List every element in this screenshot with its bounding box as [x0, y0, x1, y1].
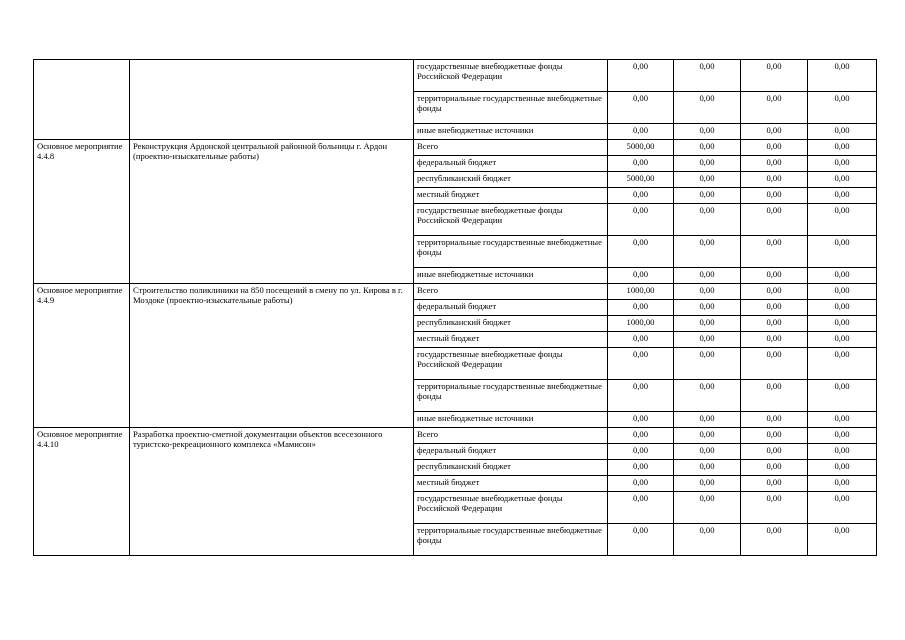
funding-source-cell: территориальные государственные внебюджетные фонды: [414, 380, 608, 412]
funding-source-cell: федеральный бюджет: [414, 300, 608, 316]
funding-source-cell: федеральный бюджет: [414, 444, 608, 460]
amount-cell: 0,00: [674, 460, 741, 476]
funding-source-cell: государственные внебюджетные фонды Российской Федерации: [414, 492, 608, 524]
amount-cell: 0,00: [674, 284, 741, 300]
amount-cell: 0,00: [808, 204, 877, 236]
amount-cell: 0,00: [608, 124, 674, 140]
amount-cell: 0,00: [741, 300, 808, 316]
amount-cell: 0,00: [741, 236, 808, 268]
amount-cell: 0,00: [808, 476, 877, 492]
amount-cell: 0,00: [674, 204, 741, 236]
amount-cell: 0,00: [608, 348, 674, 380]
amount-cell: 0,00: [741, 460, 808, 476]
amount-cell: 0,00: [608, 412, 674, 428]
amount-cell: 0,00: [808, 524, 877, 556]
amount-cell: 0,00: [741, 268, 808, 284]
amount-cell: 0,00: [741, 140, 808, 156]
amount-cell: 0,00: [808, 188, 877, 204]
amount-cell: 0,00: [674, 444, 741, 460]
amount-cell: 0,00: [674, 236, 741, 268]
amount-cell: 0,00: [808, 236, 877, 268]
amount-cell: 5000,00: [608, 140, 674, 156]
amount-cell: 0,00: [608, 92, 674, 124]
amount-cell: 0,00: [808, 156, 877, 172]
funding-source-cell: иные внебюджетные источники: [414, 412, 608, 428]
amount-cell: 0,00: [808, 92, 877, 124]
amount-cell: 0,00: [741, 124, 808, 140]
amount-cell: 0,00: [741, 92, 808, 124]
amount-cell: 0,00: [741, 60, 808, 92]
amount-cell: 0,00: [808, 492, 877, 524]
funding-source-cell: местный бюджет: [414, 188, 608, 204]
amount-cell: 0,00: [608, 380, 674, 412]
amount-cell: 0,00: [674, 476, 741, 492]
funding-source-cell: территориальные государственные внебюджетные фонды: [414, 524, 608, 556]
amount-cell: 0,00: [741, 492, 808, 524]
amount-cell: 0,00: [674, 524, 741, 556]
amount-cell: 0,00: [741, 524, 808, 556]
amount-cell: 0,00: [808, 428, 877, 444]
amount-cell: 0,00: [674, 124, 741, 140]
amount-cell: 0,00: [674, 412, 741, 428]
amount-cell: 0,00: [674, 492, 741, 524]
amount-cell: 0,00: [808, 124, 877, 140]
funding-source-cell: Всего: [414, 428, 608, 444]
funding-source-cell: республиканский бюджет: [414, 460, 608, 476]
amount-cell: 0,00: [674, 156, 741, 172]
amount-cell: 5000,00: [608, 172, 674, 188]
amount-cell: 0,00: [674, 300, 741, 316]
table-row: [34, 140, 877, 156]
amount-cell: 0,00: [608, 300, 674, 316]
activity-name-cell: Строительство поликлиники на 850 посещений в смену по ул. Кирова в г. Моздоке (проектно-изыскательные работы): [130, 284, 414, 428]
amount-cell: 0,00: [674, 316, 741, 332]
amount-cell: 0,00: [741, 284, 808, 300]
amount-cell: 0,00: [674, 348, 741, 380]
funding-source-cell: местный бюджет: [414, 332, 608, 348]
amount-cell: 0,00: [808, 172, 877, 188]
amount-cell: 0,00: [674, 60, 741, 92]
funding-source-cell: государственные внебюджетные фонды Российской Федерации: [414, 348, 608, 380]
amount-cell: 0,00: [741, 316, 808, 332]
amount-cell: 0,00: [741, 348, 808, 380]
amount-cell: 0,00: [608, 460, 674, 476]
funding-table-body: [34, 60, 877, 556]
activity-code-cell: Основное мероприятие 4.4.8: [34, 140, 130, 284]
amount-cell: 0,00: [808, 332, 877, 348]
amount-cell: 0,00: [741, 476, 808, 492]
funding-source-cell: территориальные государственные внебюджетные фонды: [414, 92, 608, 124]
amount-cell: 0,00: [608, 204, 674, 236]
amount-cell: 0,00: [608, 60, 674, 92]
amount-cell: 0,00: [808, 140, 877, 156]
funding-source-cell: государственные внебюджетные фонды Российской Федерации: [414, 204, 608, 236]
amount-cell: 0,00: [608, 156, 674, 172]
amount-cell: 0,00: [808, 444, 877, 460]
amount-cell: 0,00: [808, 268, 877, 284]
amount-cell: 0,00: [808, 284, 877, 300]
amount-cell: 0,00: [608, 188, 674, 204]
table-row: [34, 428, 877, 444]
amount-cell: 0,00: [741, 380, 808, 412]
funding-source-cell: республиканский бюджет: [414, 316, 608, 332]
amount-cell: 0,00: [741, 412, 808, 428]
amount-cell: 0,00: [674, 268, 741, 284]
amount-cell: 0,00: [674, 188, 741, 204]
activity-code-cell: Основное мероприятие 4.4.9: [34, 284, 130, 428]
amount-cell: 0,00: [808, 348, 877, 380]
amount-cell: 0,00: [674, 380, 741, 412]
amount-cell: 0,00: [741, 188, 808, 204]
amount-cell: 0,00: [741, 428, 808, 444]
amount-cell: 0,00: [608, 236, 674, 268]
amount-cell: 1000,00: [608, 316, 674, 332]
amount-cell: 0,00: [674, 92, 741, 124]
amount-cell: 0,00: [741, 156, 808, 172]
amount-cell: 0,00: [808, 60, 877, 92]
activity-name-cell: Реконструкция Ардонской центральной районной больницы г. Ардон (проектно-изыскательные работы): [130, 140, 414, 284]
amount-cell: 0,00: [608, 524, 674, 556]
activity-name-cell: Разработка проектно-сметной документации объектов всесезонного туристско-рекреационного комплекса «Мамисон»: [130, 428, 414, 556]
amount-cell: 0,00: [608, 332, 674, 348]
funding-source-cell: республиканский бюджет: [414, 172, 608, 188]
amount-cell: 0,00: [608, 428, 674, 444]
amount-cell: 0,00: [808, 300, 877, 316]
amount-cell: 0,00: [741, 444, 808, 460]
amount-cell: 0,00: [741, 332, 808, 348]
amount-cell: 0,00: [741, 172, 808, 188]
funding-source-cell: иные внебюджетные источники: [414, 268, 608, 284]
funding-source-cell: федеральный бюджет: [414, 156, 608, 172]
funding-source-cell: местный бюджет: [414, 476, 608, 492]
funding-source-cell: территориальные государственные внебюджетные фонды: [414, 236, 608, 268]
amount-cell: 0,00: [808, 460, 877, 476]
amount-cell: 0,00: [808, 316, 877, 332]
amount-cell: 0,00: [741, 204, 808, 236]
table-row: [34, 60, 877, 92]
amount-cell: 0,00: [608, 268, 674, 284]
activity-code-cell: Основное мероприятие 4.4.10: [34, 428, 130, 556]
funding-source-cell: Всего: [414, 284, 608, 300]
funding-table: [33, 59, 877, 556]
funding-source-cell: государственные внебюджетные фонды Российской Федерации: [414, 60, 608, 92]
activity-code-cell: [34, 60, 130, 140]
amount-cell: 0,00: [608, 444, 674, 460]
amount-cell: 0,00: [808, 412, 877, 428]
amount-cell: 0,00: [808, 380, 877, 412]
activity-name-cell: [130, 60, 414, 140]
funding-source-cell: Всего: [414, 140, 608, 156]
amount-cell: 0,00: [674, 332, 741, 348]
amount-cell: 1000,00: [608, 284, 674, 300]
amount-cell: 0,00: [674, 172, 741, 188]
amount-cell: 0,00: [608, 492, 674, 524]
amount-cell: 0,00: [674, 428, 741, 444]
amount-cell: 0,00: [608, 476, 674, 492]
funding-source-cell: иные внебюджетные источники: [414, 124, 608, 140]
table-row: [34, 284, 877, 300]
amount-cell: 0,00: [674, 140, 741, 156]
